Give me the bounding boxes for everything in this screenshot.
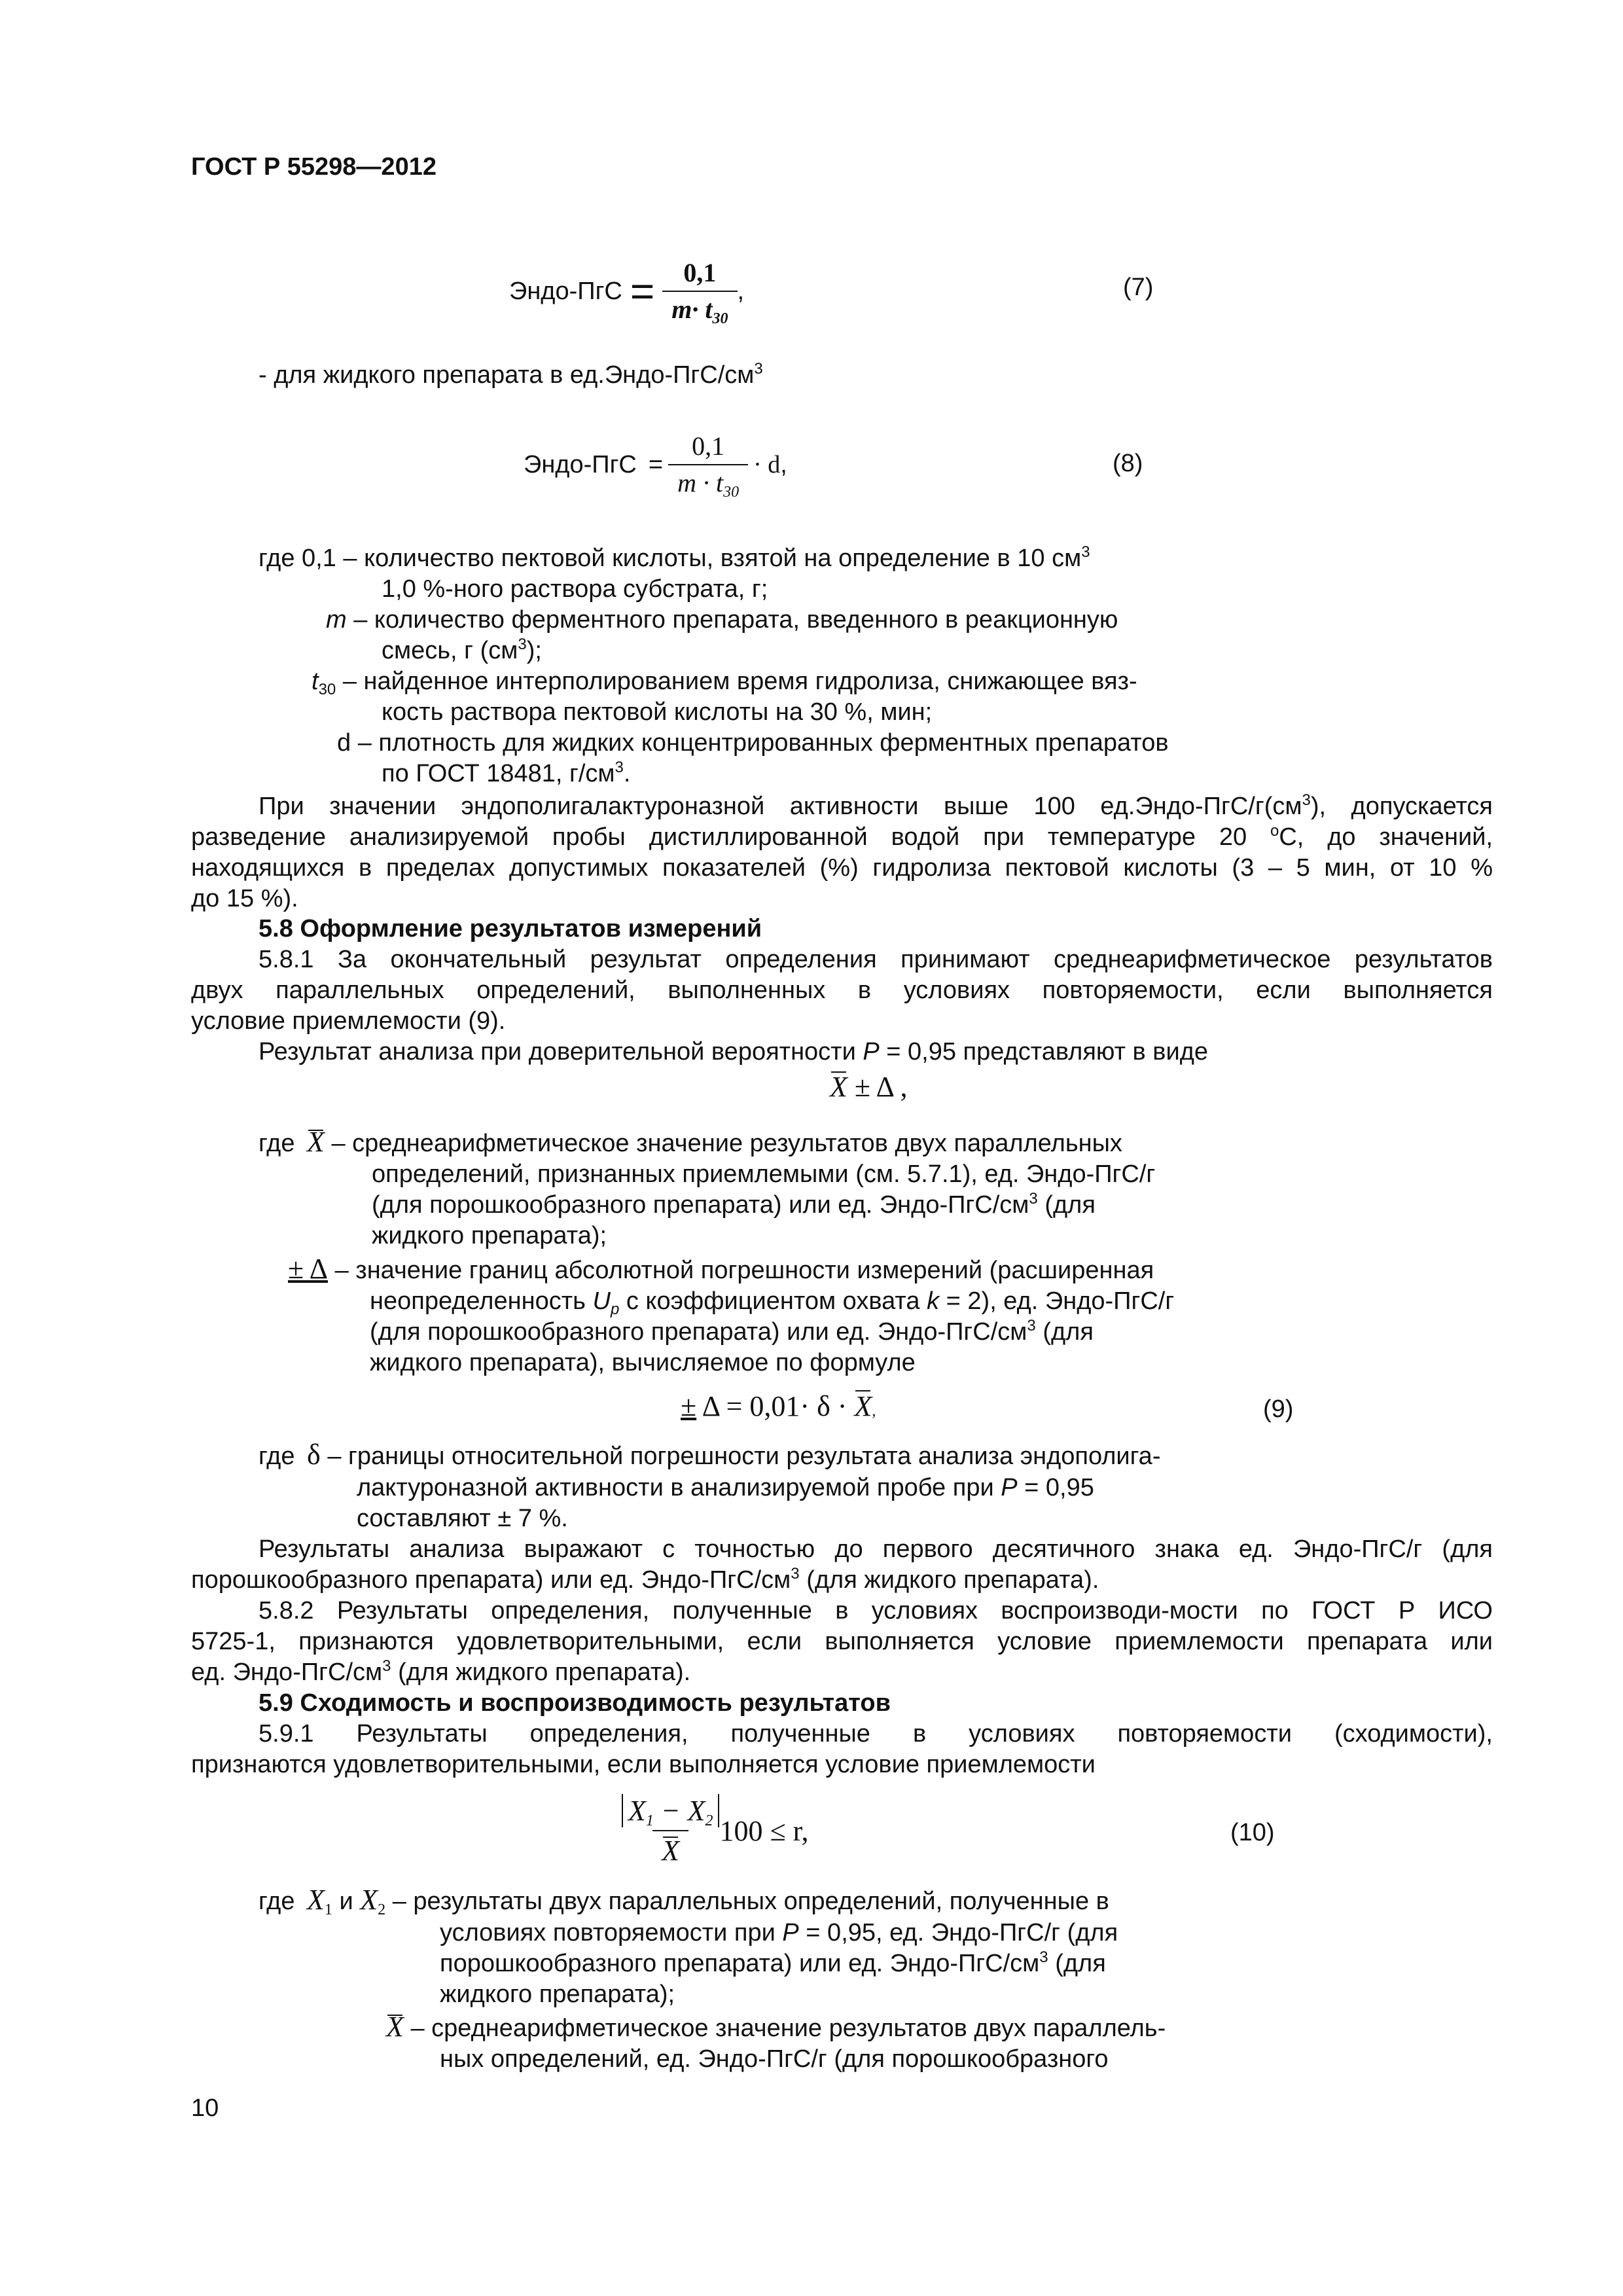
results-line-2: порошкообразного препарата) или ед. Эндо-$ПгС/см^3$ (для жидкого препарата). (191, 1565, 1099, 1594)
def-xbar-2: X – среднеарифметическое значение результатов двух параллель- (386, 2011, 1166, 2043)
formula-7-lhs: Эндо-ПгС (509, 278, 622, 305)
formula-8-fraction: $\frac{0,1}{m \cdot t_{30}}$ (668, 431, 748, 498)
def-delta-rel-cont-2: составляют ± 7 %. (357, 1505, 568, 1532)
def-xbar-cont-1: определений, признанных приемлемыми (см. 5.7.1), ед. Эндо-ПгС/г (372, 1160, 1156, 1188)
section-5-8-title: 5.8 Оформление результатов измерений (259, 915, 762, 942)
def-xbar: где X – среднеарифметическое значение результатов двух параллельных (259, 1126, 1122, 1158)
def-delta-rel-cont-1: лактуроназной активности в анализируемой пробе при P = 0,95 (357, 1474, 1094, 1501)
def-delta-cont-1: неопределенность $U_p$ с коэффициентом охвата k = 2), ед. Эндо-ПгС/г (370, 1287, 1175, 1318)
dilution-line-2: разведение анализируемой пробы дистиллированной водой при температуре 20 $^o$С, до значений, (191, 822, 1493, 851)
section-5-8-1-line-2: двух параллельных определений, выполненных в условиях повторяемости, если выполняется (191, 977, 1493, 1004)
def-m-cont: смесь, г $(см^3)$; (382, 636, 542, 664)
def-xbar-cont-3: жидкого препарата); (372, 1222, 607, 1249)
result-form-expression: X ± Δ , (830, 1069, 907, 1105)
def-d-cont: по ГОСТ 18481, $г/см^3$. (382, 759, 631, 787)
section-5-8-1-line-3: условие приемлемости (9). (191, 1007, 506, 1035)
dilution-line-4: до 15 %). (191, 885, 298, 912)
def-0-1: где 0,1 – количество пектовой кислоты, взятой на определение в 10 $см^3$ (259, 543, 1090, 572)
document-code: ГОСТ Р 55298—2012 (191, 153, 437, 181)
liquid-units-line: - для жидкого препарата в $ед.Эндо-ПгС/см^3$ (259, 360, 763, 389)
def-0-1-cont: 1,0 %-ного раствора субстрата, г; (382, 575, 768, 603)
def-x1-x2-cont-1: условиях повторяемости при P = 0,95, ед. Эндо-ПгС/г (для (440, 1919, 1118, 1946)
section-5-8-2-line-2: 5725-1, признаются удовлетворительными, если выполняется условие приемлемости препарата или (191, 1628, 1493, 1655)
formula-8: Эндо-ПгС = $\frac{0,1}{m \cdot t_{30}}$ · d , (524, 431, 787, 501)
section-5-9-title: 5.9 Сходимость и воспроизводимость результатов (259, 1689, 891, 1717)
section-5-9-1-line-2: признаются удовлетворительными, если выполняется условие приемлемости (191, 1751, 1096, 1778)
def-x1-x2-cont-3: жидкого препарата); (440, 1981, 675, 2008)
section-5-9-1-line-1: 5.9.1 Результаты определения, полученные в условиях повторяемости (сходимости), (259, 1720, 1493, 1748)
formula-7: Эндо-ПгС = $\frac{0,1}{m\cdot t_{30}}$ , (509, 258, 745, 327)
formula-10: $\frac{X_1 - X_2}{X}$ 100 ≤ r, (622, 1782, 809, 1880)
def-t30-cont: кость раствора пектовой кислоты на 30 %, мин; (382, 698, 933, 726)
formula-7-fraction: $\frac{0,1}{m\cdot t_{30}}$ (662, 258, 737, 325)
def-m: m – количество ферментного препарата, введенного в реакционную (326, 606, 1118, 634)
formula-10-fraction: $\frac{X_1 - X_2}{X}$ (622, 1794, 719, 1867)
section-5-8-2-line-3: ед. Эндо-$ПгС/см^3$ (для жидкого препарата). (191, 1657, 691, 1686)
def-t30: $t_{30}$ – найденное интерполированием время гидролиза, снижающее вяз- (312, 668, 1137, 698)
def-xbar-2-cont: ных определений, ед. Эндо-ПгС/г (для порошкообразного (440, 2045, 1109, 2073)
section-5-8-1-line-1: 5.8.1 За окончательный результат определения принимают среднеарифметическое результатов (259, 946, 1493, 973)
def-delta: ± Δ – значение границ абсолютной погрешности измерений (расширенная (288, 1253, 1154, 1285)
def-delta-cont-2: (для порошкообразного препарата) или ед. Эндо-$ПгС/см^3$ (для (370, 1317, 1094, 1346)
results-line-1: Результаты анализа выражают с точностью до первого десятичного знака ед. Эндо-ПгС/г (для (259, 1535, 1493, 1563)
dilution-line-3: находящихся в пределах допустимых показателей (%) гидролиза пектовой кислоты (3 – 5 мин, от 10 % (191, 854, 1493, 882)
page-number: 10 (191, 2094, 219, 2122)
def-xbar-cont-2: (для порошкообразного препарата) или ед. Эндо-$ПгС/см^3$ (для (372, 1190, 1096, 1219)
def-delta-rel: где δ – границы относительной погрешности результата анализа эндополига- (259, 1439, 1161, 1471)
def-d: d – плотность для жидких концентрированных ферментных препаратов (337, 729, 1169, 757)
formula-8-number: (8) (1113, 450, 1143, 477)
def-delta-cont-3: жидкого препарата), вычисляемое по формуле (370, 1349, 916, 1376)
def-x1-x2: где $X_1$ и $X_2$ – результаты двух параллельных определений, полученные в (259, 1884, 1109, 1918)
formula-10-number: (10) (1230, 1819, 1275, 1846)
confidence-line: Результат анализа при доверительной вероятности P = 0,95 представляют в виде (259, 1038, 1209, 1066)
formula-7-number: (7) (1123, 274, 1154, 301)
formula-9: ± Δ = 0,01· δ · X, (681, 1388, 876, 1430)
formula-9-number: (9) (1263, 1395, 1294, 1423)
dilution-line-1: При значении эндополигалактуроназной активности выше 100 $ед.Эндо-ПгС/г(см^3)$, допускается (259, 791, 1493, 820)
formula-7-equals: = (630, 268, 655, 315)
section-5-8-2-line-1: 5.8.2 Результаты определения, полученные в условиях воспроизводи-мости по ГОСТ Р ИСО (259, 1597, 1493, 1624)
def-x1-x2-cont-2: порошкообразного препарата) или ед. Эндо-$ПгС/см^3$ (для (440, 1948, 1106, 1977)
